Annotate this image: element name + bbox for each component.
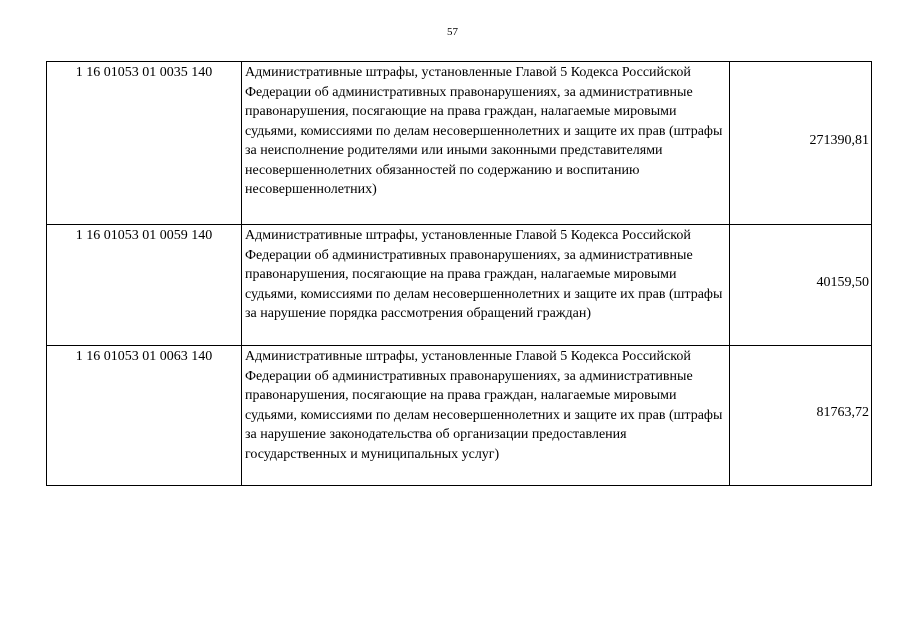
budget-code-cell: 1 16 01053 01 0059 140	[47, 225, 242, 346]
table-row	[47, 225, 872, 346]
budget-revenue-table	[46, 61, 872, 486]
description-cell: Административные штрафы, установленные Главой 5 Кодекса Российской Федерации об административных правонарушениях, за административные правонарушения, посягающие на права граждан, налагаемые мировыми судьями, комиссиями по делам несовершеннолетних и защите их прав (штрафы за нарушение порядка рассмотрения обращений граждан)	[242, 225, 730, 346]
budget-code-cell: 1 16 01053 01 0035 140	[47, 62, 242, 225]
table-row	[47, 346, 872, 486]
description-cell: Административные штрафы, установленные Главой 5 Кодекса Российской Федерации об административных правонарушениях, за административные правонарушения, посягающие на права граждан, налагаемые мировыми судьями, комиссиями по делам несовершеннолетних и защите их прав (штрафы за нарушение законодательства об организации предоставления государственных и муниципальных услуг)	[242, 346, 730, 486]
amount-cell: 40159,50	[730, 225, 872, 346]
budget-code-cell: 1 16 01053 01 0063 140	[47, 346, 242, 486]
amount-cell: 271390,81	[730, 62, 872, 225]
table-row	[47, 62, 872, 225]
page-number: 57	[447, 26, 458, 38]
description-cell: Административные штрафы, установленные Главой 5 Кодекса Российской Федерации об административных правонарушениях, за административные правонарушения, посягающие на права граждан, налагаемые мировыми судьями, комиссиями по делам несовершеннолетних и защите их прав (штрафы за неисполнение родителями или иными законными представителями несовершеннолетних обязанностей по содержанию и воспитанию несовершеннолетних)	[242, 62, 730, 225]
amount-cell: 81763,72	[730, 346, 872, 486]
